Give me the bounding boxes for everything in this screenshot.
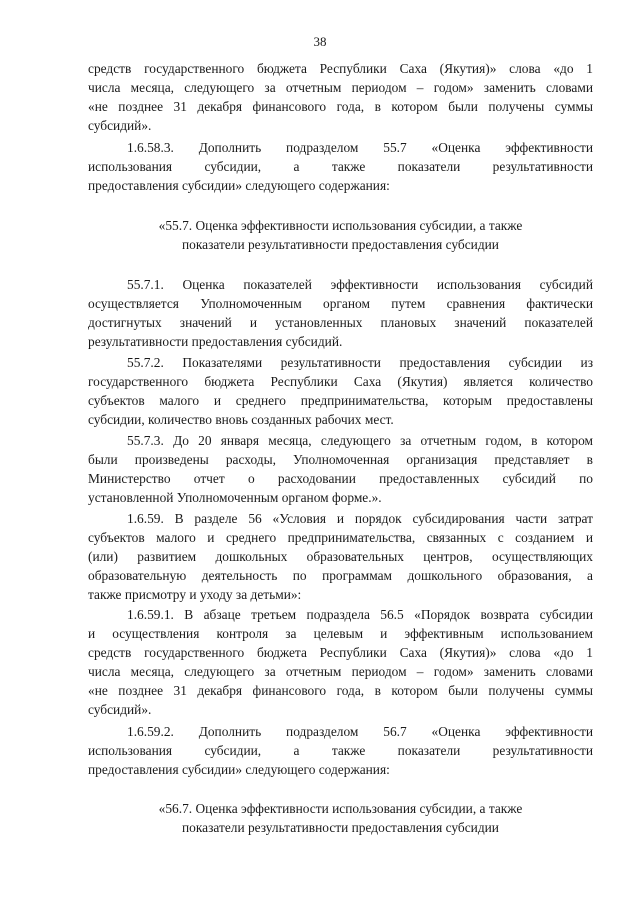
section-heading: показатели результативности предоставления субсидии — [182, 820, 499, 835]
section-heading: «56.7. Оценка эффективности использования субсидии, а также — [158, 801, 523, 816]
section-heading: «55.7. Оценка эффективности использования субсидии, а также — [158, 218, 523, 233]
text-line: 1.6.59.1. В абзаце третьем подраздела 56.5 «Порядок возврата субсидии — [127, 607, 593, 622]
text-line: субсидий». — [88, 118, 152, 133]
text-line: осуществляется Уполномоченным органом путем сравнения фактически — [88, 296, 593, 311]
text-line: государственного бюджета Республики Саха (Якутия) является количество — [88, 374, 593, 389]
text-line: субъектов малого и среднего предпринимательства, связанных с созданием и — [88, 530, 593, 545]
text-line: результативности предоставления субсидий. — [88, 334, 343, 349]
text-line: использования субсидии, а также показатели результативности — [88, 159, 593, 174]
text-line: также присмотру и уходу за детьми»: — [88, 587, 302, 602]
text-line: были произведены расходы, Уполномоченная организация представляет в — [88, 452, 593, 467]
text-line: «не позднее 31 декабря финансового года, в котором были получены суммы — [88, 99, 593, 114]
text-line: 1.6.59. В разделе 56 «Условия и порядок субсидирования части затрат — [127, 511, 593, 526]
text-line: 55.7.3. До 20 января месяца, следующего за отчетным годом, в котором — [127, 433, 593, 448]
text-line: 1.6.58.3. Дополнить подразделом 55.7 «Оценка эффективности — [127, 140, 593, 155]
section-heading: показатели результативности предоставления субсидии — [182, 237, 499, 252]
text-line: и осуществления контроля за целевым и эффективным использованием — [88, 626, 593, 641]
text-line: (или) развитием дошкольных образовательных центров, осуществляющих — [88, 549, 593, 564]
text-line: средств государственного бюджета Республики Саха (Якутия)» слова «до 1 — [88, 61, 593, 76]
text-line: субсидий». — [88, 702, 152, 717]
text-line: предоставления субсидии» следующего содержания: — [88, 178, 390, 193]
text-line: 55.7.1. Оценка показателей эффективности использования субсидий — [127, 277, 593, 292]
text-line: средств государственного бюджета Республики Саха (Якутия)» слова «до 1 — [88, 645, 593, 660]
text-line: достигнутых значений и установленных плановых значений показателей — [88, 315, 593, 330]
text-line: субсидии, количество вновь созданных рабочих мест. — [88, 412, 394, 427]
text-line: предоставления субсидии» следующего содержания: — [88, 762, 390, 777]
text-line: 1.6.59.2. Дополнить подразделом 56.7 «Оценка эффективности — [127, 724, 593, 739]
text-line: установленной Уполномоченным органом форме.». — [88, 490, 382, 505]
text-line: «не позднее 31 декабря финансового года, в котором были получены суммы — [88, 683, 593, 698]
text-line: образовательную деятельность по программам дошкольного образования, а — [88, 568, 593, 583]
text-line: 55.7.2. Показателями результативности предоставления субсидии из — [127, 355, 593, 370]
text-line: числа месяца, следующего за отчетным периодом – годом» заменить словами — [88, 664, 593, 679]
text-line: Министерство отчет о расходовании предоставленных субсидий по — [88, 471, 593, 486]
text-line: числа месяца, следующего за отчетным периодом – годом» заменить словами — [88, 80, 593, 95]
text-line: субъектов малого и среднего предпринимательства, которым предоставлены — [88, 393, 593, 408]
text-line: использования субсидии, а также показатели результативности — [88, 743, 593, 758]
page-number: 38 — [313, 34, 327, 49]
